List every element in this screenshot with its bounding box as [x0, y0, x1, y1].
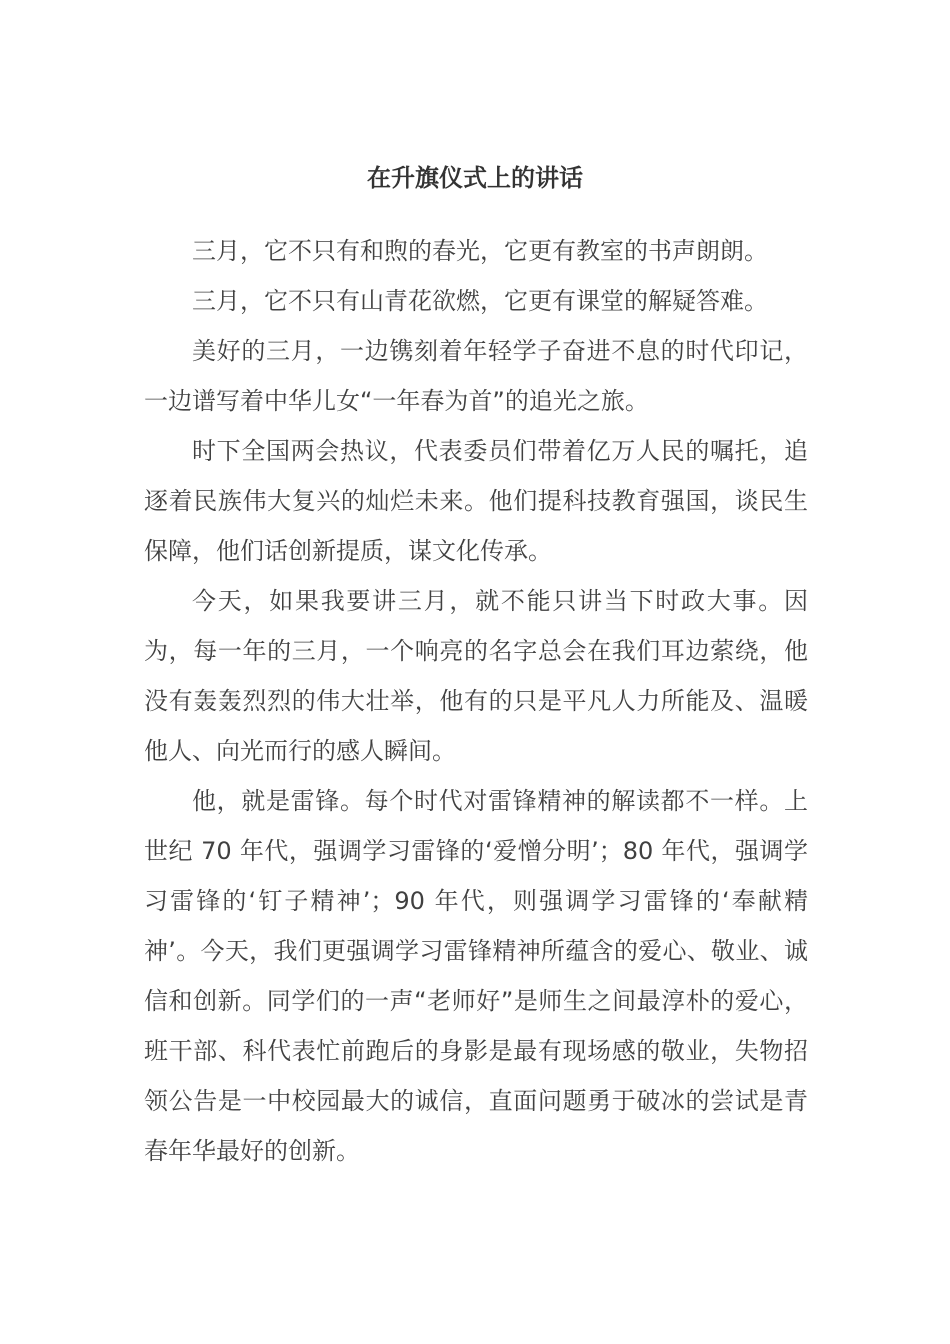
document-title: 在升旗仪式上的讲话 — [367, 164, 583, 192]
paragraph: 美好的三月，一边镌刻着年轻学子奋进不息的时代印记，一边谱写着中华儿女“一年春为首”的追光之旅。 — [144, 337, 808, 415]
paragraph: 三月，它不只有和煦的春光，它更有教室的书声朗朗。 — [192, 237, 768, 265]
paragraph: 今天，如果我要讲三月，就不能只讲当下时政大事。因为，每一年的三月，一个响亮的名字总会在我们耳边萦绕，他没有轰轰烈烈的伟大壮举，他有的只是平凡人力所能及、温暖他人、向光而行的感人瞬间。 — [144, 587, 808, 765]
paragraph: 时下全国两会热议，代表委员们带着亿万人民的嘱托，追逐着民族伟大复兴的灿烂未来。他们提科技教育强国，谈民生保障，他们话创新提质，谋文化传承。 — [144, 437, 808, 565]
document-body — [144, 226, 808, 1176]
paragraph: 他，就是雷锋。每个时代对雷锋精神的解读都不一样。上世纪 70 年代，强调学习雷锋的‘爱憎分明’；80 年代，强调学习雷锋的‘钉子精神’；90 年代，则强调学习雷锋的‘奉献精神’。今天，我们更强调学习雷锋精神所蕴含的爱心、敬业、诚信和创新。同学们的一声“老师好”是师生之间最淳朴的爱心，班干部、科代表忙前跑后的身影是最有现场感的敬业，失物招领公告是一中校园最大的诚信，直面问题勇于破冰的尝试是青春年华最好的创新。 — [144, 787, 808, 1165]
paragraph: 三月，它不只有山青花欲燃，它更有课堂的解疑答难。 — [192, 287, 768, 315]
